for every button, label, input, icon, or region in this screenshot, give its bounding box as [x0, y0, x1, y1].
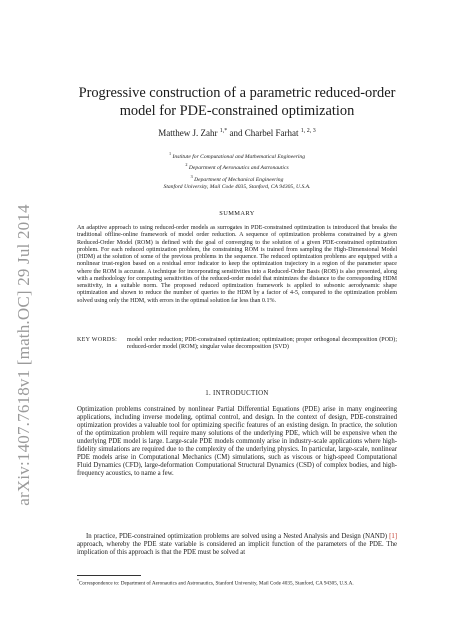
paper-title: Progressive construction of a parametric reduced-order model for PDE-constrained optimization	[78, 85, 396, 119]
affiliation-text: Department of Aeronautics and Astronautics	[188, 165, 289, 172]
author-affiliation-mark: 1,*	[219, 128, 228, 134]
section-heading: 1. INTRODUCTION	[205, 390, 269, 397]
affiliation-line	[70, 184, 404, 191]
affiliation-mark: 2	[185, 162, 188, 168]
author-line	[70, 128, 404, 138]
affiliation-text: Institute for Computational and Mathematical Engineering	[172, 153, 306, 160]
affiliation-text: Department of Mechanical Engineering	[194, 176, 284, 183]
paragraph-text: approach, whereby the PDE state variable is considered an implicit function of the parameters of the PDE. The implication of this approach is that the PDE must be solved at	[77, 541, 397, 557]
keywords-block	[77, 337, 397, 352]
affiliation-line	[70, 161, 404, 172]
affiliations	[70, 150, 404, 191]
body-paragraph	[77, 533, 397, 557]
footnote-text: Correspondence to: Department of Aeronautics and Astronautics, Stanford University, Mail Code 4035, Stanford, CA 94305, U.S.A.	[78, 580, 354, 587]
footnote	[77, 578, 397, 587]
summary-heading: SUMMARY	[219, 210, 255, 217]
footnote-mark: *	[77, 579, 79, 583]
keywords-text: model order reduction; PDE-constrained optimization; optimization; proper orthogonal decomposition (POD); reduced-order model (ROM); singular value decomposition (SVD)	[127, 337, 397, 351]
keywords-label: KEY WORDS:	[77, 337, 118, 343]
paragraph-text: In practice, PDE-constrained optimization problems are solved using a Nested Analysis and Design (NAND)	[86, 533, 390, 540]
affiliation-mark: 3	[190, 173, 193, 179]
affiliation-mark: 1	[168, 151, 172, 156]
arxiv-identifier: arXiv:1407.7618v1 [math.OC] 29 Jul 2014	[14, 204, 33, 506]
footnote-divider	[77, 575, 141, 576]
citation-link[interactable]: [1]	[389, 533, 397, 540]
affiliation-line	[70, 173, 404, 184]
affiliation-line	[70, 150, 404, 161]
author-name: Matthew J. Zahr	[158, 128, 218, 138]
abstract-text: An adaptive approach to using reduced-order models as surrogates in PDE-constrained optimization is introduced that breaks the traditional offline-online framework of model order reduction. A sequence of optimization problems constrained by a given Reduced-Order Model (ROM) is defined with the goal of converging to the solution of a given PDE-constrained optimization problem. For each reduced optimization problem, the constraining ROM is trained from sampling the High-Dimensional Model (HDM) at the solution of some of the previous problems in the sequence. The reduced optimization problems are equipped with a nonlinear trust-region based on a residual error indicator to keep the optimization trajectory in a region of the parameter space where the ROM is accurate. A technique for incorporating sensitivities into a Reduced-Order Basis (ROB) is also presented, along with a methodology for computing sensitivities of the reduced-order model that minimizes the distance to the corresponding HDM sensitivity, in a suitable norm. The proposed reduced optimization framework is applied to subsonic aerodynamic shape optimization and shown to reduce the number of queries to the HDM by a factor of 4-5, compared to the optimization problem solved using only the HDM, with errors in the optimal solution far less than 0.1%.	[77, 225, 397, 304]
body-paragraph: Optimization problems constrained by nonlinear Partial Differential Equations (PDE) arise in many engineering applications, including inverse modeling, optimal control, and design. In the context of design, PDE-constrained optimization provides a valuable tool for optimizing specific features of an existing design. In practice, the solution of the optimization problem will require many solutions of the underlying PDE, which will be expensive when the underlying PDE model is large. Large-scale PDE models commonly arise in industry-scale applications where high-fidelity simulations are required due to the complexity of the underlying physics. In particular, large-scale, nonlinear PDE models arise in Computational Mechanics (CM) simulations, such as viscous or high-speed Computational Fluid Dynamics (CFD), large-deformation Computational Structural Dynamics (CSD) of complex bodies, and high-frequency acoustics, to name a few.	[77, 406, 397, 478]
author-name: Charbel Farhat	[244, 128, 299, 138]
arxiv-stamp	[14, 140, 34, 570]
author-connector: and	[229, 128, 243, 138]
affiliation-text: Stanford University, Mail Code 4035, Stanford, CA 94305, U.S.A.	[163, 183, 311, 190]
author-affiliation-mark: 1, 2, 3	[300, 128, 316, 134]
